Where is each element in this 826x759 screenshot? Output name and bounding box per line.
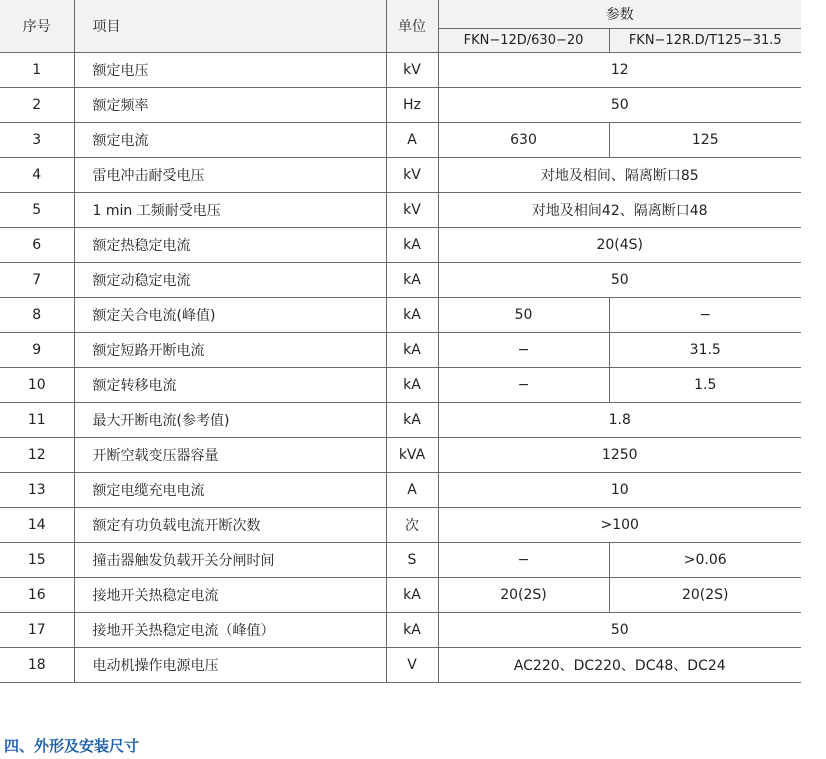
- row-unit: S: [386, 543, 438, 578]
- row-value-a: 630: [438, 123, 609, 158]
- row-value-a: −: [438, 543, 609, 578]
- header-params: 参数: [438, 0, 801, 29]
- row-value-a: −: [438, 333, 609, 368]
- table-row: [0, 368, 801, 403]
- header-item: 项目: [74, 0, 386, 53]
- row-value: 50: [438, 88, 801, 123]
- row-number: 1: [0, 53, 74, 88]
- table-row: [0, 53, 801, 88]
- table-row: [0, 298, 801, 333]
- row-unit: kV: [386, 53, 438, 88]
- row-item: 额定电缆充电电流: [74, 473, 386, 508]
- row-value: 20(4S): [438, 228, 801, 263]
- row-unit: A: [386, 473, 438, 508]
- table-row: [0, 473, 801, 508]
- row-number: 6: [0, 228, 74, 263]
- row-value-b: 31.5: [609, 333, 801, 368]
- section-title: 四、外形及安装尺寸: [4, 737, 140, 755]
- row-item: 开断空载变压器容量: [74, 438, 386, 473]
- row-value-b: 125: [609, 123, 801, 158]
- row-number: 10: [0, 368, 74, 403]
- row-value: 10: [438, 473, 801, 508]
- row-item: 额定短路开断电流: [74, 333, 386, 368]
- header-unit: 单位: [386, 0, 438, 53]
- row-item: 额定热稳定电流: [74, 228, 386, 263]
- row-value: 12: [438, 53, 801, 88]
- row-unit: kA: [386, 578, 438, 613]
- row-value-b: >0.06: [609, 543, 801, 578]
- row-value-a: 50: [438, 298, 609, 333]
- row-unit: kVA: [386, 438, 438, 473]
- row-unit: kA: [386, 228, 438, 263]
- table-row: [0, 578, 801, 613]
- row-number: 12: [0, 438, 74, 473]
- row-item: 最大开断电流(参考值): [74, 403, 386, 438]
- row-value: 50: [438, 613, 801, 648]
- row-item: 雷电冲击耐受电压: [74, 158, 386, 193]
- table-row: [0, 123, 801, 158]
- row-item: 额定频率: [74, 88, 386, 123]
- row-item: 额定有功负载电流开断次数: [74, 508, 386, 543]
- row-number: 2: [0, 88, 74, 123]
- row-number: 8: [0, 298, 74, 333]
- row-item: 撞击器触发负载开关分闸时间: [74, 543, 386, 578]
- row-number: 4: [0, 158, 74, 193]
- row-item: 接地开关热稳定电流（峰值）: [74, 613, 386, 648]
- table-row: [0, 228, 801, 263]
- table-row: [0, 333, 801, 368]
- row-value: 1250: [438, 438, 801, 473]
- row-value: 50: [438, 263, 801, 298]
- row-number: 7: [0, 263, 74, 298]
- row-number: 17: [0, 613, 74, 648]
- header-model-a: FKN−12D/630−20: [438, 29, 609, 53]
- row-value: 对地及相间、隔离断口85: [438, 158, 801, 193]
- row-value-b: −: [609, 298, 801, 333]
- header-model-b: FKN−12R.D/T125−31.5: [609, 29, 801, 53]
- header-row: [0, 0, 801, 29]
- row-unit: kV: [386, 193, 438, 228]
- header-no: 序号: [0, 0, 74, 53]
- row-unit: kA: [386, 368, 438, 403]
- row-item: 额定转移电流: [74, 368, 386, 403]
- table-row: [0, 263, 801, 298]
- row-number: 13: [0, 473, 74, 508]
- row-number: 3: [0, 123, 74, 158]
- row-number: 15: [0, 543, 74, 578]
- row-item: 额定动稳定电流: [74, 263, 386, 298]
- table-row: [0, 193, 801, 228]
- table-row: [0, 88, 801, 123]
- row-unit: Hz: [386, 88, 438, 123]
- table-row: [0, 508, 801, 543]
- row-value-a: −: [438, 368, 609, 403]
- row-number: 9: [0, 333, 74, 368]
- row-item: 电动机操作电源电压: [74, 648, 386, 683]
- row-value-b: 1.5: [609, 368, 801, 403]
- table-row: [0, 403, 801, 438]
- row-unit: kA: [386, 298, 438, 333]
- row-number: 16: [0, 578, 74, 613]
- table-row: [0, 158, 801, 193]
- row-unit: A: [386, 123, 438, 158]
- row-value: 1.8: [438, 403, 801, 438]
- row-number: 11: [0, 403, 74, 438]
- row-unit: 次: [386, 508, 438, 543]
- table-row: [0, 648, 801, 683]
- row-value: >100: [438, 508, 801, 543]
- row-unit: kA: [386, 403, 438, 438]
- row-unit: kA: [386, 613, 438, 648]
- row-value: 对地及相间42、隔离断口48: [438, 193, 801, 228]
- row-item: 额定关合电流(峰值): [74, 298, 386, 333]
- row-item: 1 min 工频耐受电压: [74, 193, 386, 228]
- row-value-a: 20(2S): [438, 578, 609, 613]
- row-unit: kA: [386, 263, 438, 298]
- row-item: 接地开关热稳定电流: [74, 578, 386, 613]
- row-number: 18: [0, 648, 74, 683]
- row-item: 额定电压: [74, 53, 386, 88]
- row-number: 5: [0, 193, 74, 228]
- row-item: 额定电流: [74, 123, 386, 158]
- table-row: [0, 438, 801, 473]
- row-value: AC220、DC220、DC48、DC24: [438, 648, 801, 683]
- table-row: [0, 543, 801, 578]
- row-unit: kA: [386, 333, 438, 368]
- row-unit: kV: [386, 158, 438, 193]
- row-number: 14: [0, 508, 74, 543]
- row-unit: V: [386, 648, 438, 683]
- table-row: [0, 613, 801, 648]
- row-value-b: 20(2S): [609, 578, 801, 613]
